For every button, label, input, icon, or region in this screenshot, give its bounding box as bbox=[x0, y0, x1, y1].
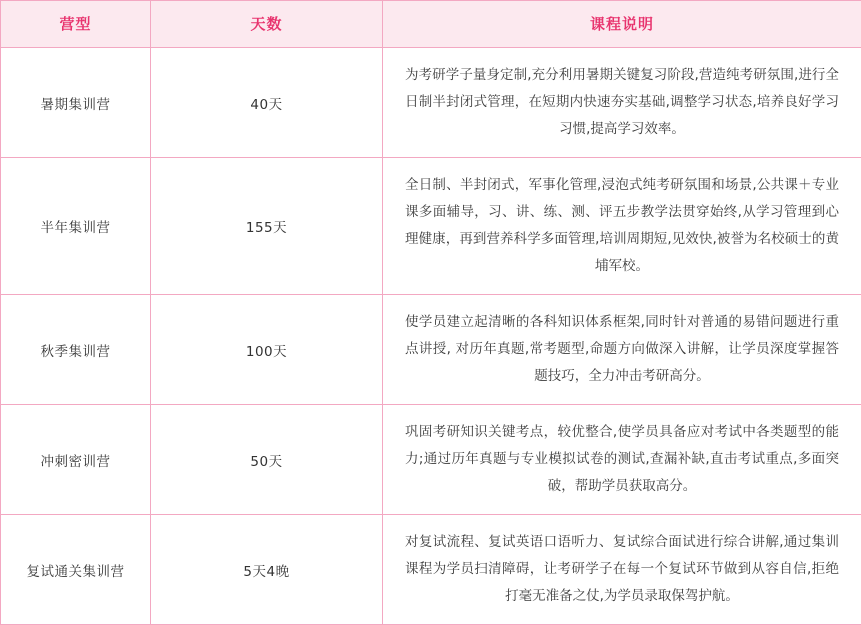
description-text: 全日制、半封闭式，军事化管理,浸泡式纯考研氛围和场景,公共课＋专业课多面辅导，习、讲、练、测、评五步教学法贯穿始终,从学习管理到心理健康，再到营养科学多面管理,培训周期短,见效快,被誉为名校硕士的黄埔军校。 bbox=[405, 172, 839, 280]
cell-days: 155天 bbox=[151, 158, 383, 295]
description-text: 使学员建立起清晰的各科知识体系框架,同时针对普通的易错问题进行重点讲授, 对历年真题,常考题型,命题方向做深入讲解，让学员深度掌握答题技巧，全力冲击考研高分。 bbox=[405, 309, 839, 390]
table-row bbox=[1, 295, 861, 405]
cell-camp-type: 暑期集训营 bbox=[1, 48, 151, 158]
cell-days: 5天4晚 bbox=[151, 515, 383, 625]
column-header-camp-type: 营型 bbox=[1, 1, 151, 48]
table-header bbox=[1, 1, 861, 48]
column-header-description: 课程说明 bbox=[383, 1, 861, 48]
table-header-row bbox=[1, 1, 861, 48]
cell-description bbox=[383, 158, 861, 295]
column-header-days: 天数 bbox=[151, 1, 383, 48]
cell-description bbox=[383, 295, 861, 405]
table-row bbox=[1, 515, 861, 625]
cell-description bbox=[383, 405, 861, 515]
table-row bbox=[1, 48, 861, 158]
description-text: 为考研学子量身定制,充分利用暑期关键复习阶段,营造纯考研氛围,进行全日制半封闭式管理，在短期内快速夯实基础,调整学习状态,培养良好学习习惯,提高学习效率。 bbox=[405, 62, 839, 143]
description-text: 对复试流程、复试英语口语听力、复试综合面试进行综合讲解,通过集训课程为学员扫清障碍，让考研学子在每一个复试环节做到从容自信,拒绝打毫无准备之仗,为学员录取保驾护航。 bbox=[405, 529, 839, 610]
cell-days: 100天 bbox=[151, 295, 383, 405]
table-row bbox=[1, 158, 861, 295]
cell-days: 50天 bbox=[151, 405, 383, 515]
cell-description bbox=[383, 515, 861, 625]
cell-camp-type: 冲刺密训营 bbox=[1, 405, 151, 515]
cell-camp-type: 秋季集训营 bbox=[1, 295, 151, 405]
table-body bbox=[1, 48, 861, 625]
table-row bbox=[1, 405, 861, 515]
cell-camp-type: 半年集训营 bbox=[1, 158, 151, 295]
cell-camp-type: 复试通关集训营 bbox=[1, 515, 151, 625]
cell-days: 40天 bbox=[151, 48, 383, 158]
description-text: 巩固考研知识关键考点，较优整合,使学员具备应对考试中各类题型的能力;通过历年真题与专业模拟试卷的测试,查漏补缺,直击考试重点,多面突破，帮助学员获取高分。 bbox=[405, 419, 839, 500]
cell-description bbox=[383, 48, 861, 158]
